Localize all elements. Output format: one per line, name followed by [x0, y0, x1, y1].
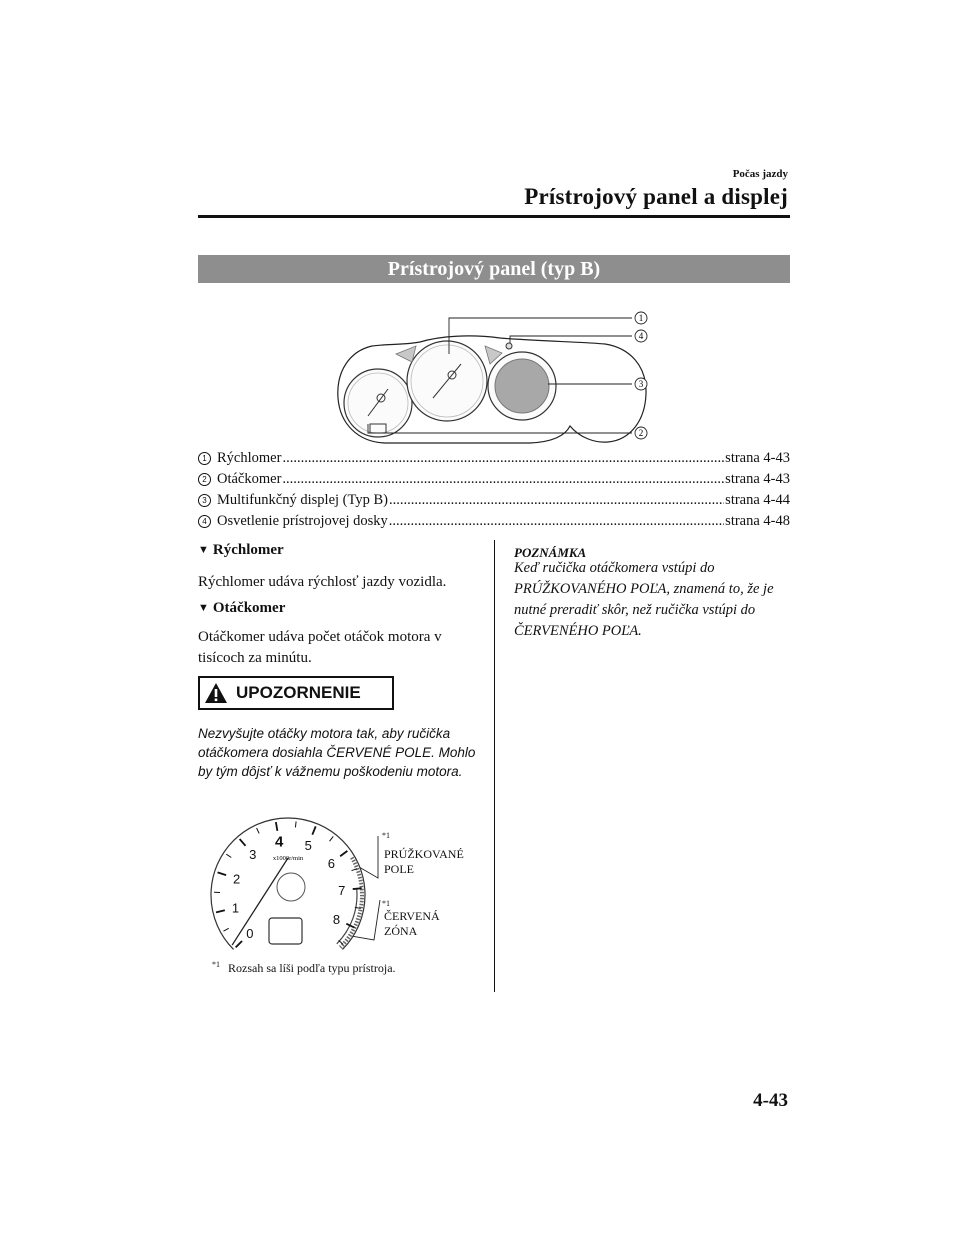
list-item: [198, 492, 790, 513]
major-tick: [218, 872, 227, 875]
section-banner: Prístrojový panel (typ B): [198, 255, 790, 283]
page-link[interactable]: strana 4-48: [725, 513, 790, 529]
minor-tick: [226, 854, 231, 857]
tick-label: 6: [327, 855, 335, 871]
striped-zone-label: POLE: [384, 862, 414, 876]
striped-zone-label: PRÚŽKOVANÉ: [384, 847, 464, 861]
item-label: Osvetlenie prístrojovej dosky: [217, 513, 388, 529]
section-text: Rýchlomer udáva rýchlosť jazdy vozidla.: [198, 574, 447, 590]
section-header: Počas jazdy: [732, 168, 788, 180]
red-zone-label: ČERVENÁ: [384, 909, 440, 923]
dot-leader: [389, 513, 724, 530]
minor-tick: [223, 928, 228, 931]
item-label: Rýchlomer: [217, 450, 282, 466]
major-tick: [353, 888, 362, 889]
warning-title: UPOZORNENIE: [236, 683, 361, 702]
list-item: [198, 513, 790, 534]
instrument-panel-illustration: [330, 306, 660, 446]
triangle-down-icon: ▼: [198, 544, 209, 556]
list-item: [198, 450, 790, 471]
section-heading: ▼ Otáčkomer: [198, 600, 286, 616]
striped-zone-leader: [360, 836, 378, 878]
section-heading: ▼ Rýchlomer: [198, 542, 284, 558]
tachometer-section: [198, 600, 478, 669]
tick-label: 2: [232, 871, 241, 887]
footnote-marker: *1: [212, 960, 220, 969]
callout-1-label: 1: [638, 313, 644, 323]
footnote-marker: *1: [382, 831, 390, 840]
speedometer-gauge: [344, 369, 412, 437]
major-tick: [276, 822, 277, 831]
multifunction-display: [488, 352, 556, 420]
header-rule: [198, 215, 790, 218]
item-number: 4: [198, 515, 211, 528]
tachometer-needle: [232, 858, 288, 945]
page-link[interactable]: strana 4-44: [725, 492, 790, 508]
column-divider: [494, 540, 495, 992]
callout-4-label: 4: [638, 331, 644, 341]
major-tick: [312, 826, 315, 834]
tachometer-diagram: [198, 800, 478, 985]
section-text: Otáčkomer udáva počet otáčok motora v tisícoch za minútu.: [198, 629, 442, 666]
tick-label: 1: [231, 900, 240, 916]
page-link[interactable]: strana 4-43: [725, 450, 790, 466]
rpm-unit-label: x1000r/min: [272, 855, 304, 862]
item-number: 1: [198, 452, 211, 465]
parts-list: [198, 450, 790, 534]
item-number: 3: [198, 494, 211, 507]
minor-tick: [330, 836, 334, 841]
minor-tick: [339, 940, 343, 944]
needle-hub: [277, 873, 305, 901]
note-title: POZNÁMKA: [514, 545, 587, 560]
tick-label: 4: [274, 833, 284, 851]
footnote-text: Rozsah sa líši podľa typu prístroja.: [228, 961, 396, 975]
dot-leader: [282, 471, 724, 488]
major-tick: [240, 839, 246, 846]
item-label: Multifunkčný displej (Typ B): [217, 492, 388, 508]
warning-text: Nezvyšujte otáčky motora tak, aby ručička otáčkomera dosiahla ČERVENÉ POLE. Mohlo by tým dôjsť k vážnemu poškodeniu motora.: [198, 726, 476, 779]
page-number: 4-43: [753, 1090, 788, 1111]
footnote-marker: *1: [382, 899, 390, 908]
tachometer-display-window: [269, 918, 302, 944]
triangle-down-icon: ▼: [198, 602, 209, 614]
note-text: Keď ručička otáčkomera vstúpi do PRÚŽKOVANÉHO POĽA, znamená to, že je nutné preradiť skôr, než ručička vstúpi do ČERVENÉHO POĽA.: [514, 560, 774, 639]
major-tick: [236, 941, 242, 947]
indicator-left: [396, 346, 416, 362]
tick-label: 0: [246, 926, 254, 942]
warning-icon: [204, 682, 228, 704]
tick-label: 5: [304, 837, 312, 853]
callout-2-label: 2: [638, 428, 644, 438]
red-zone-label: ZÓNA: [384, 924, 418, 938]
page-title: Prístrojový panel a displej: [524, 184, 788, 209]
tick-label: 8: [332, 911, 341, 927]
item-label: Otáčkomer: [217, 471, 282, 487]
tick-label: 7: [338, 883, 346, 899]
tachometer-gauge: [407, 341, 487, 421]
major-tick: [340, 851, 347, 856]
minor-tick: [257, 828, 260, 833]
page-link[interactable]: strana 4-43: [725, 471, 790, 487]
list-item: [198, 471, 790, 492]
item-number: 2: [198, 473, 211, 486]
panel-illumination-sensor: [506, 343, 512, 349]
tick-label: 3: [249, 847, 257, 863]
callout-3-label: 3: [638, 379, 644, 389]
dot-leader: [389, 492, 724, 509]
speedometer-section: [198, 542, 478, 593]
dot-leader: [282, 450, 724, 467]
striped-zone-arc: [340, 858, 362, 948]
major-tick: [216, 910, 225, 912]
minor-tick: [295, 821, 296, 827]
red-zone-leader: [353, 900, 380, 940]
